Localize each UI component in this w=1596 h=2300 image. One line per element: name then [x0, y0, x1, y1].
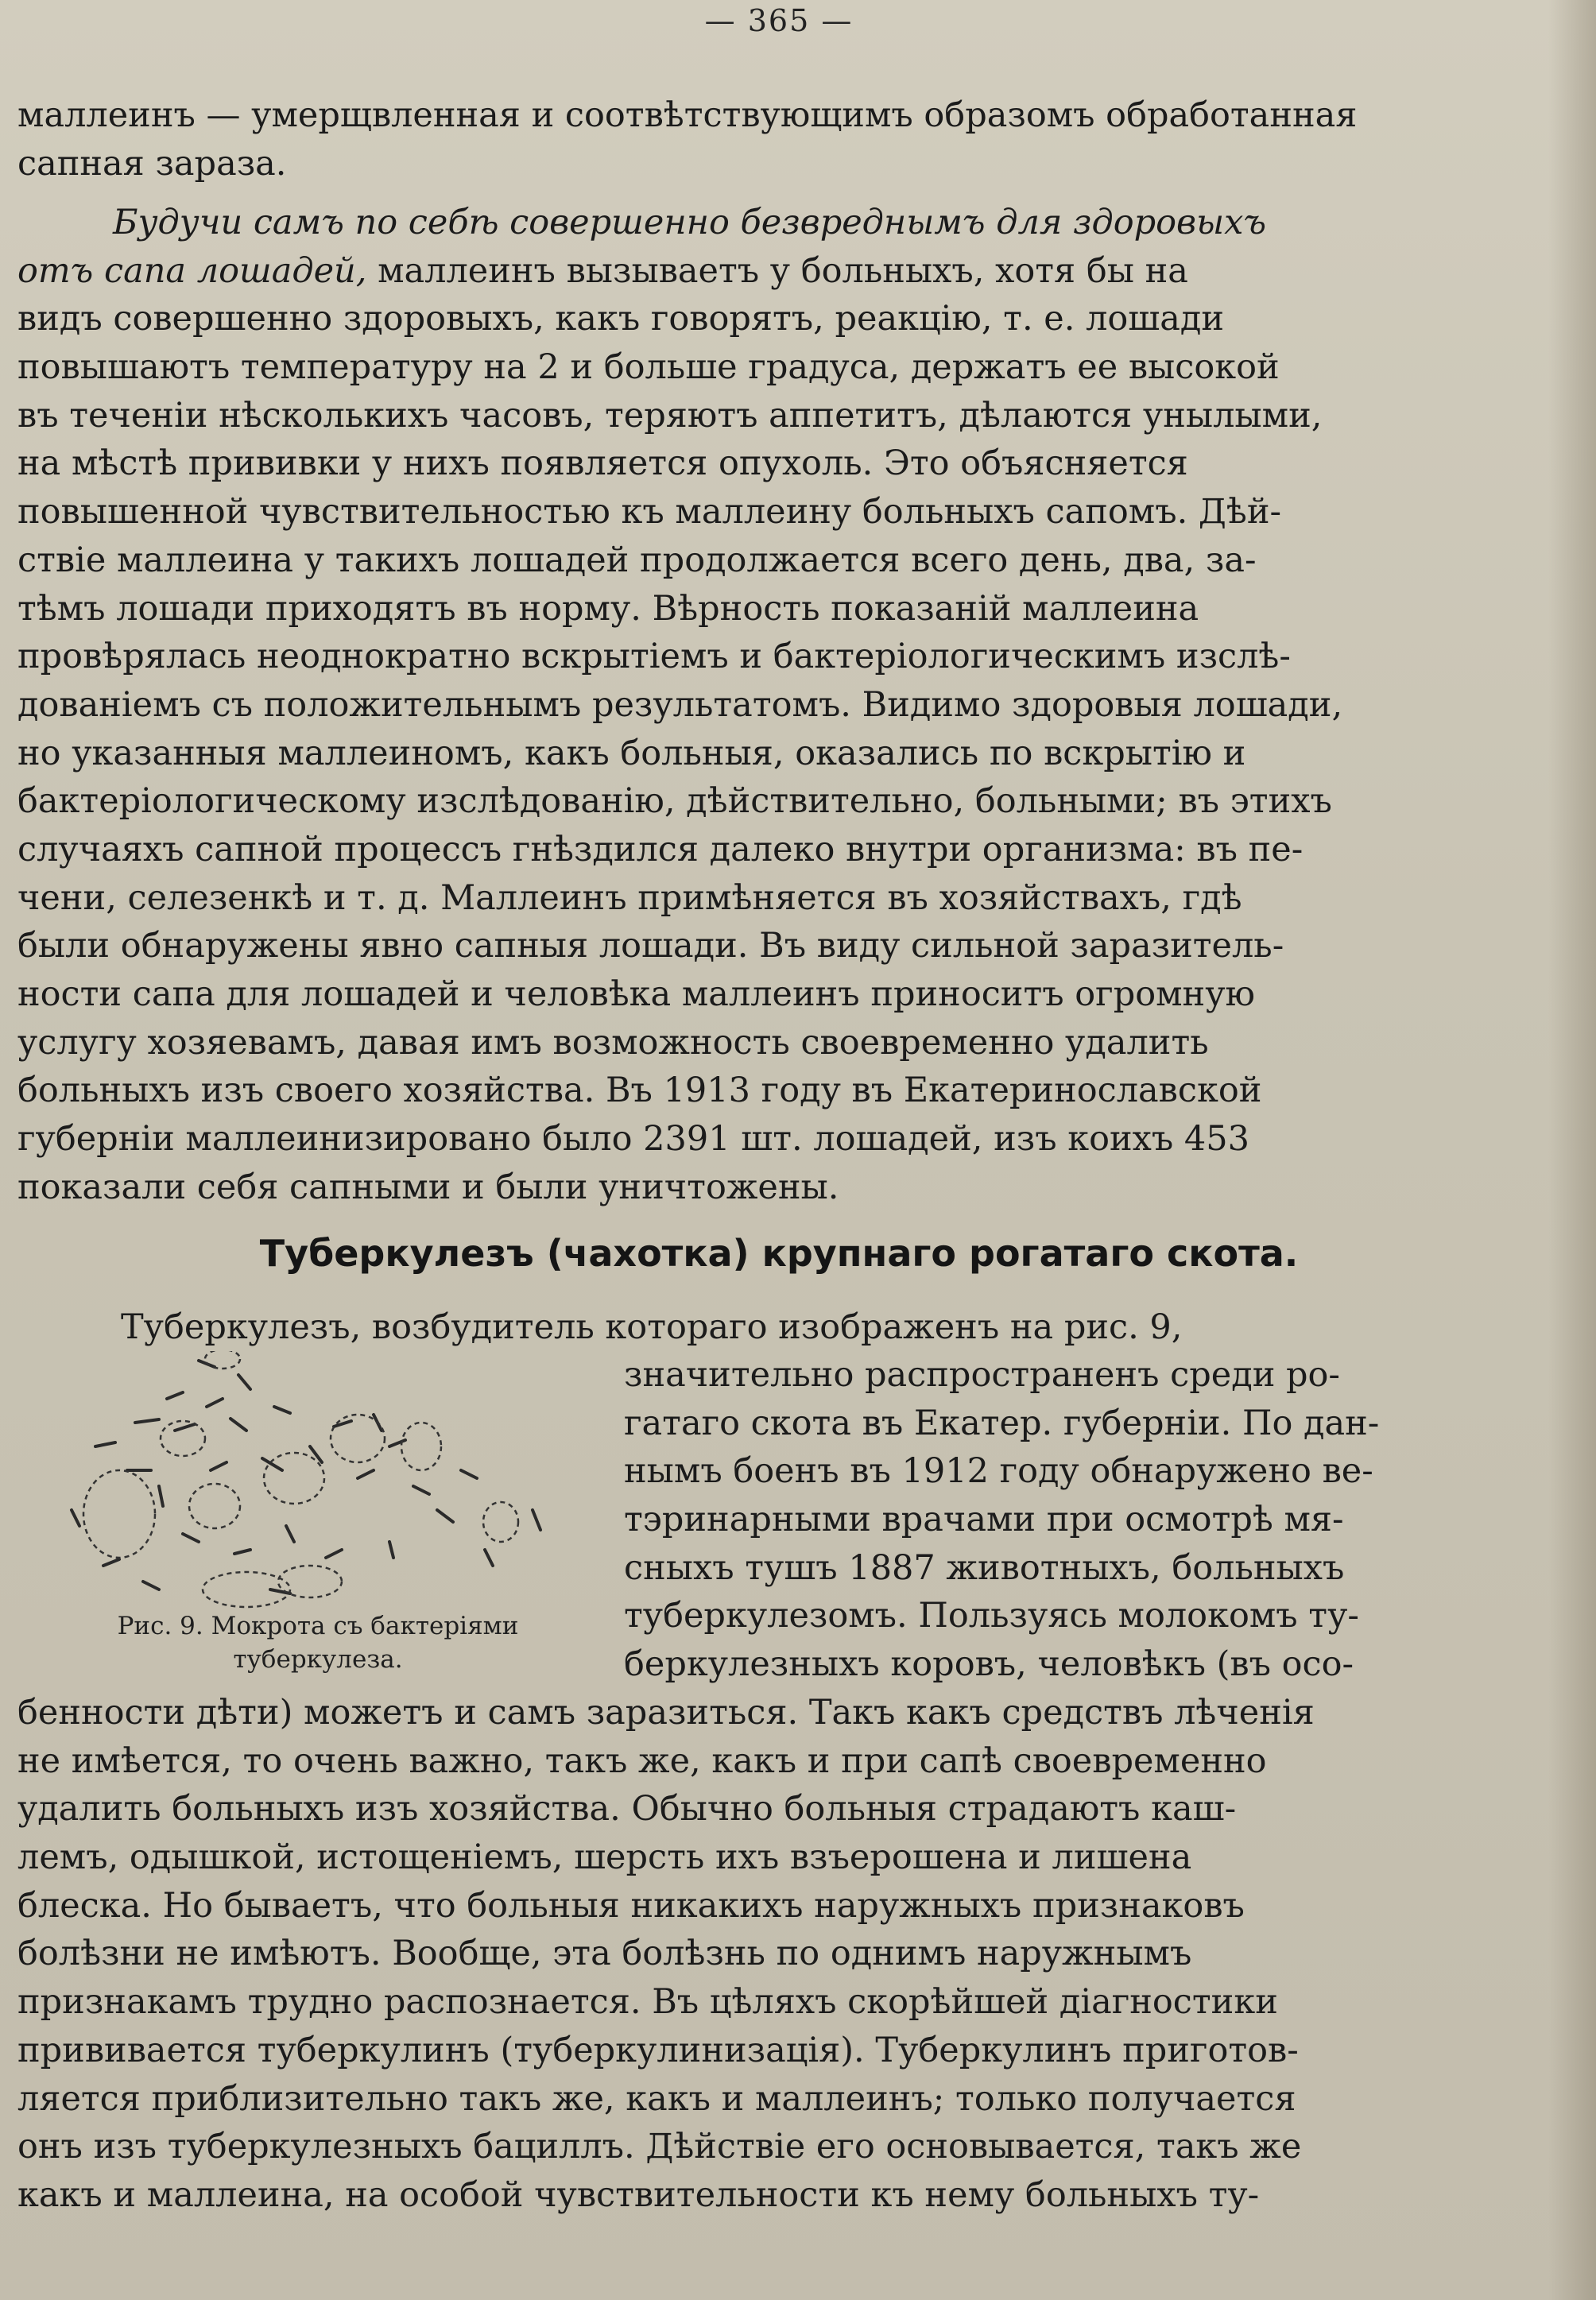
text-line: услугу хозяевамъ, давая имъ возможность своевременно удалить — [17, 1022, 1209, 1063]
caption-line: Рис. 9. Мокрота съ бактеріями — [117, 1612, 519, 1640]
text-line: не имѣется, то очень важно, такъ же, какъ и при сапѣ своевременно — [17, 1740, 1267, 1781]
text-line: повышенной чувствительностью къ маллеину больныхъ сапомъ. Дѣй- — [17, 492, 1282, 532]
text-line: на мѣстѣ прививки у нихъ появляется опухоль. Это объясняется — [17, 443, 1188, 484]
figure-caption — [32, 1609, 604, 1676]
text-line: но указанныя маллеиномъ, какъ больныя, оказались по вскрытію и — [17, 733, 1246, 773]
text-line: случаяхъ сапной процессъ гнѣздился далеко внутри организма: въ пе- — [17, 829, 1304, 869]
text-line: бенности дѣти) можетъ и самъ заразиться. Такъ какъ средствъ лѣченія — [17, 1693, 1315, 1733]
page-edge-shadow — [1548, 0, 1596, 2300]
text-line: онъ изъ туберкулезныхъ бациллъ. Дѣйствіе его основывается, такъ же — [17, 2127, 1302, 2167]
text-line: тэринарными врачами при осмотрѣ мя- — [624, 1500, 1344, 1540]
page-number: — 365 — — [704, 3, 854, 38]
bacteria-illustration — [56, 1351, 564, 1613]
text-line: признакамъ трудно распознается. Въ цѣляхъ скорѣйшей діагностики — [17, 1982, 1278, 2023]
text-line: бактеріологическому изслѣдованію, дѣйствительно, больными; въ этихъ — [17, 781, 1332, 822]
text-line: тѣмъ лошади приходятъ въ норму. Вѣрность показаній маллеина — [17, 588, 1199, 629]
text-line: были обнаружены явно сапныя лошади. Въ виду сильной заразитель- — [17, 926, 1284, 966]
italic-phrase: отъ сапа лошадей, — [17, 250, 367, 291]
text-line: ляется приблизительно такъ же, какъ и маллеинъ; только получается — [17, 2078, 1296, 2119]
text-line: ствіе маллеина у такихъ лошадей продолжается всего день, два, за- — [17, 540, 1257, 580]
text-line: видъ совершенно здоровыхъ, какъ говорятъ, реакцію, т. е. лошади — [17, 299, 1225, 339]
text-line: губерніи маллеинизировано было 2391 шт. лошадей, изъ коихъ 453 — [17, 1119, 1249, 1160]
paragraph-3-first-line — [17, 1303, 1416, 1352]
paragraph-3-continued — [17, 1689, 1416, 2220]
paragraph-1 — [17, 91, 1416, 188]
text-line: больныхъ изъ своего хозяйства. Въ 1913 году въ Екатеринославской — [17, 1071, 1262, 1111]
paragraph-3-right-column — [624, 1351, 1419, 1689]
text-line: сапная зараза. — [17, 143, 287, 184]
text-line: въ теченіи нѣсколькихъ часовъ, теряютъ аппетитъ, дѣлаются унылыми, — [17, 395, 1323, 436]
text-line: чени, селезенкѣ и т. д. Маллеинъ примѣняется въ хозяйствахъ, гдѣ — [17, 877, 1242, 918]
text-line — [17, 199, 1416, 247]
text-line: повышаютъ температуру на 2 и больше градуса, держатъ ее высокой — [17, 347, 1280, 388]
text-line: прививается туберкулинъ (туберкулинизація). Туберкулинъ приготов- — [17, 2030, 1299, 2070]
text-line: какъ и маллеина, на особой чувствительности къ нему больныхъ ту- — [17, 2174, 1260, 2215]
caption-line: туберкулеза. — [233, 1645, 403, 1674]
paragraph-2 — [17, 199, 1416, 1211]
text-line: ности сапа для лошадей и человѣка маллеинъ приноситъ огромную — [17, 974, 1255, 1014]
italic-phrase: Будучи самъ по себѣ совершенно безвреднымъ для здоровыхъ — [113, 203, 1266, 242]
text-line: значительно распространенъ среди ро- — [624, 1355, 1340, 1395]
text-line: блеска. Но бываетъ, что больныя никакихъ наружныхъ признаковъ — [17, 1885, 1245, 1926]
text-line: маллеинъ — умерщвленная и соотвѣтствующимъ образомъ обработанная — [17, 95, 1358, 135]
text-line: Туберкулезъ, возбудитель котораго изображенъ на рис. 9, — [121, 1307, 1183, 1347]
section-heading: Туберкулезъ (чахотка) крупнаго рогатаго скота. — [259, 1232, 1299, 1275]
text-line: гатаго скота въ Екатер. губерніи. По дан- — [624, 1403, 1380, 1443]
figure-bacteria-sputum — [56, 1351, 564, 1613]
text-segment: маллеинъ вызываетъ у больныхъ, хотя бы на — [366, 250, 1188, 291]
text-line: показали себя сапными и были уничтожены. — [17, 1167, 839, 1207]
text-line: болѣзни не имѣютъ. Вообще, эта болѣзнь по однимъ наружнымъ — [17, 1934, 1192, 1974]
text-line: лемъ, одышкой, истощеніемъ, шерсть ихъ взъерошена и лишена — [17, 1837, 1192, 1878]
text-line: туберкулезомъ. Пользуясь молокомъ ту- — [624, 1596, 1359, 1636]
text-line — [17, 247, 1416, 296]
text-line: провѣрялась неоднократно вскрытіемъ и бактеріологическимъ изслѣ- — [17, 637, 1291, 677]
text-line: беркулезныхъ коровъ, человѣкъ (въ осо- — [624, 1644, 1354, 1685]
text-line: удалить больныхъ изъ хозяйства. Обычно больныя страдаютъ каш- — [17, 1789, 1237, 1830]
text-line: нымъ боенъ въ 1912 году обнаружено ве- — [624, 1451, 1373, 1492]
text-line: сныхъ тушъ 1887 животныхъ, больныхъ — [624, 1547, 1345, 1588]
text-line: дованіемъ съ положительнымъ результатомъ. Видимо здоровыя лошади, — [17, 684, 1343, 725]
